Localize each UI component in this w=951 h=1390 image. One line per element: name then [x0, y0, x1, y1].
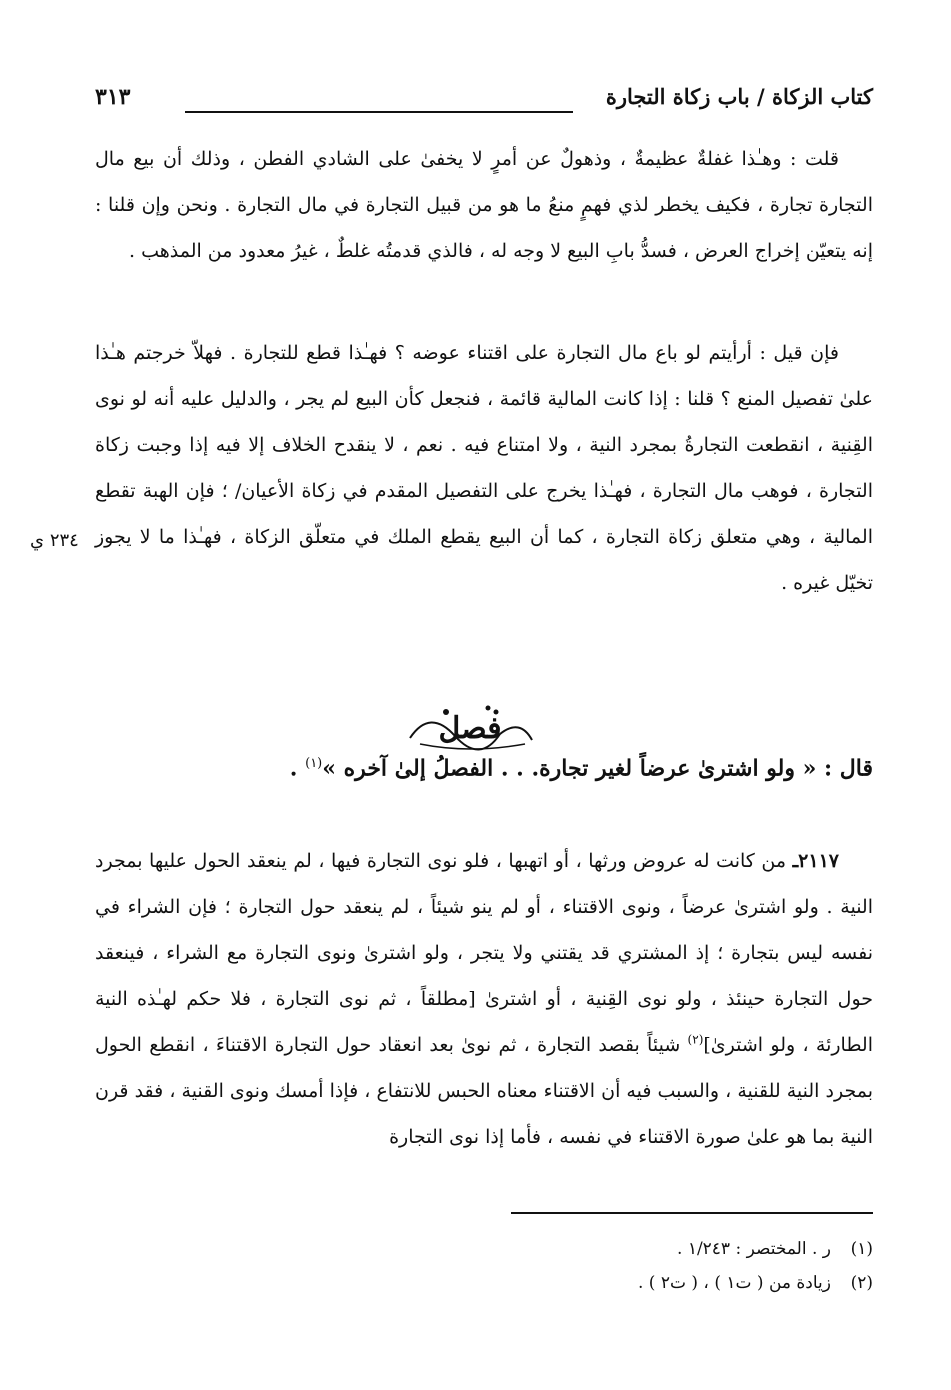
- paragraph-2: [95, 330, 873, 606]
- running-title: كتاب الزكاة / باب زكاة التجارة: [605, 84, 873, 109]
- footnote-2-text: زيادة من ( ت١ ) ، ( ت٢ ) .: [638, 1273, 831, 1293]
- paragraph-1: [95, 136, 873, 274]
- margin-page-reference: ٢٣٤ ي: [30, 530, 79, 551]
- section-heading-end: .: [289, 755, 306, 782]
- paragraph-number: ٢١١٧ـ: [792, 850, 839, 872]
- footnote-2-number: (٢): [850, 1273, 873, 1293]
- section-heading: [95, 742, 873, 790]
- footnote-marker-1: (١): [305, 756, 323, 771]
- footnote-separator: [511, 1212, 873, 1214]
- header-rule: [185, 111, 573, 113]
- footnotes: [95, 1232, 873, 1300]
- section-heading-text: قال : « ولو اشترىٰ عرضاً لغير تجارة. . . الفصلُ إلىٰ آخره »: [322, 755, 873, 782]
- section-ornament-text: فصل: [438, 711, 502, 746]
- footnote-1: [95, 1232, 873, 1266]
- paragraph-2-text: فإن قيل : أرأيتم لو باع مال التجارة على اقتناء عوضه ؟ فهـٰذا قطع للتجارة . فهلاّ خرجتم هـٰذا علىٰ تفصيل المنع ؟ قلنا : إذا كانت المالية قائمة ، فنجعل كأن البيع لم يجر ، والدليل عليه أنه لو نوى القِنية ، انقطعت التجارةُ بمجرد النية ، ولا امتناع فيه . نعم ، لا ينقدح الخلاف إلا فيه إذا وجبت زكاة التجارة ، فوهب مال التجارة ، فهـٰذا يخرج على التفصيل المقدم في زكاة الأعيان/ ؛ فإن الهبة تقطع المالية ، وهي متعلق زكاة التجارة ، كما أن البيع يقطع الملك في متعلّق الزكاة ، فهـٰذا ما لا يجوز تخيّل غيره .: [95, 342, 873, 594]
- paragraph-3: [95, 838, 873, 1160]
- footnote-2: [95, 1266, 873, 1300]
- paragraph-1-text: قلت : وهـٰذا غفلةٌ عظيمةٌ ، وذهولٌ عن أمرٍ لا يخفىٰ على الشادي الفطن ، وذلك أن بيع مال التجارة تجارة ، فكيف يخطر لذي فهمٍ منعُ ما هو من قبيل التجارة في مال التجارة . ونحن وإن قلنا : إنه يتعيّن إخراج العرض ، فسدُّ بابِ البيع لا وجه له ، فالذي قدمتُه غلطٌ ، غيرُ معدود من المذهب .: [95, 148, 873, 262]
- footnote-1-text: ر . المختصر : ١/٢٤٣ .: [677, 1239, 831, 1259]
- paragraph-3-text-a: من كانت له عروض ورثها ، أو اتهبها ، فلو نوى التجارة فيها ، لم ينعقد الحول عليها بمجرد النية . ولو اشترىٰ عرضاً ، ونوى الاقتناء ، أو لم ينو شيئاً ، لم ينعقد حول التجارة ؛ فإن الشراء في نفسه ليس بتجارة ؛ إذ المشتري قد يقتني ولا يتجر ، ولو اشترىٰ ونوى التجارة مع الشراء ، فينعقد حول التجارة حينئذ ، ولو نوى القِنية ، أو اشترىٰ [مطلقاً ، ثم نوى التجارة ، فلا حكم لهـٰذه النية الطارئة ، ولو اشترىٰ]: [95, 850, 873, 1056]
- page-number: ٣١٣: [95, 84, 131, 110]
- page-header: [95, 84, 873, 124]
- paragraph-3-text-b: شيئاً بقصد التجارة ، ثم نوىٰ بعد انعقاد حول التجارة الاقتناءَ ، انقطع الحول بمجرد النية للقنية ، والسبب فيه أن الاقتناء معناه الحبس للانتفاع ، فإذا أمسك ونوى القنية ، فقد قرن النية بما هو علىٰ صورة الاقتناء في نفسه ، فأما إذا نوى التجارة: [95, 1034, 873, 1148]
- footnote-1-number: (١): [850, 1239, 873, 1259]
- paragraph-3-text: [95, 838, 873, 1160]
- footnote-marker-2: (٢): [687, 1032, 704, 1047]
